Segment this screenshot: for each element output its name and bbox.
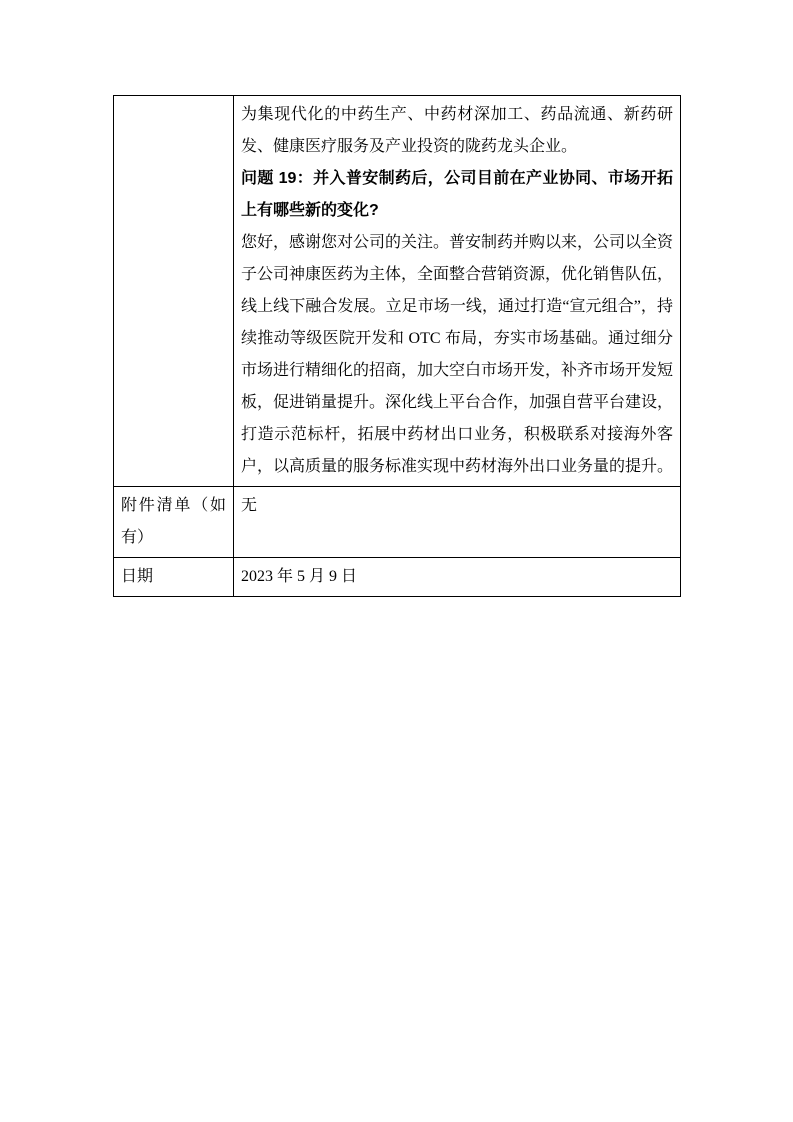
- date-label: 日期: [114, 558, 234, 597]
- answer-continuation-text: 为集现代化的中药生产、中药材深加工、药品流通、新药研发、健康医疗服务及产业投资的陇药龙头企业。: [241, 106, 673, 155]
- question-19-title: 问题 19：并入普安制药后，公司目前在产业协同、市场开拓上有哪些新的变化?: [241, 170, 673, 219]
- table-row-attachment-list: [114, 487, 681, 558]
- date-value: 2023 年 5 月 9 日: [234, 558, 681, 597]
- answer-content-cell: [234, 96, 681, 487]
- table-row-answer-continuation: [114, 96, 681, 487]
- answer-empty-label-cell: [114, 96, 234, 487]
- attachment-list-label: 附件清单（如有）: [114, 487, 234, 558]
- attachment-list-value: 无: [234, 487, 681, 558]
- question-19-answer-text: 您好，感谢您对公司的关注。普安制药并购以来，公司以全资子公司神康医药为主体，全面整合营销资源，优化销售队伍，线上线下融合发展。立足市场一线，通过打造“宣元组合”，持续推动等级医院开发和 OTC 布局，夯实市场基础。通过细分市场进行精细化的招商，加大空白市场开发，补齐市场开发短板，促进销量提升。深化线上平台合作，加强自营平台建设，打造示范标杆，拓展中药材出口业务，积极联系对接海外客户，以高质量的服务标准实现中药材海外出口业务量的提升。: [241, 234, 674, 475]
- table-row-date: [114, 558, 681, 597]
- qa-table: [113, 95, 681, 597]
